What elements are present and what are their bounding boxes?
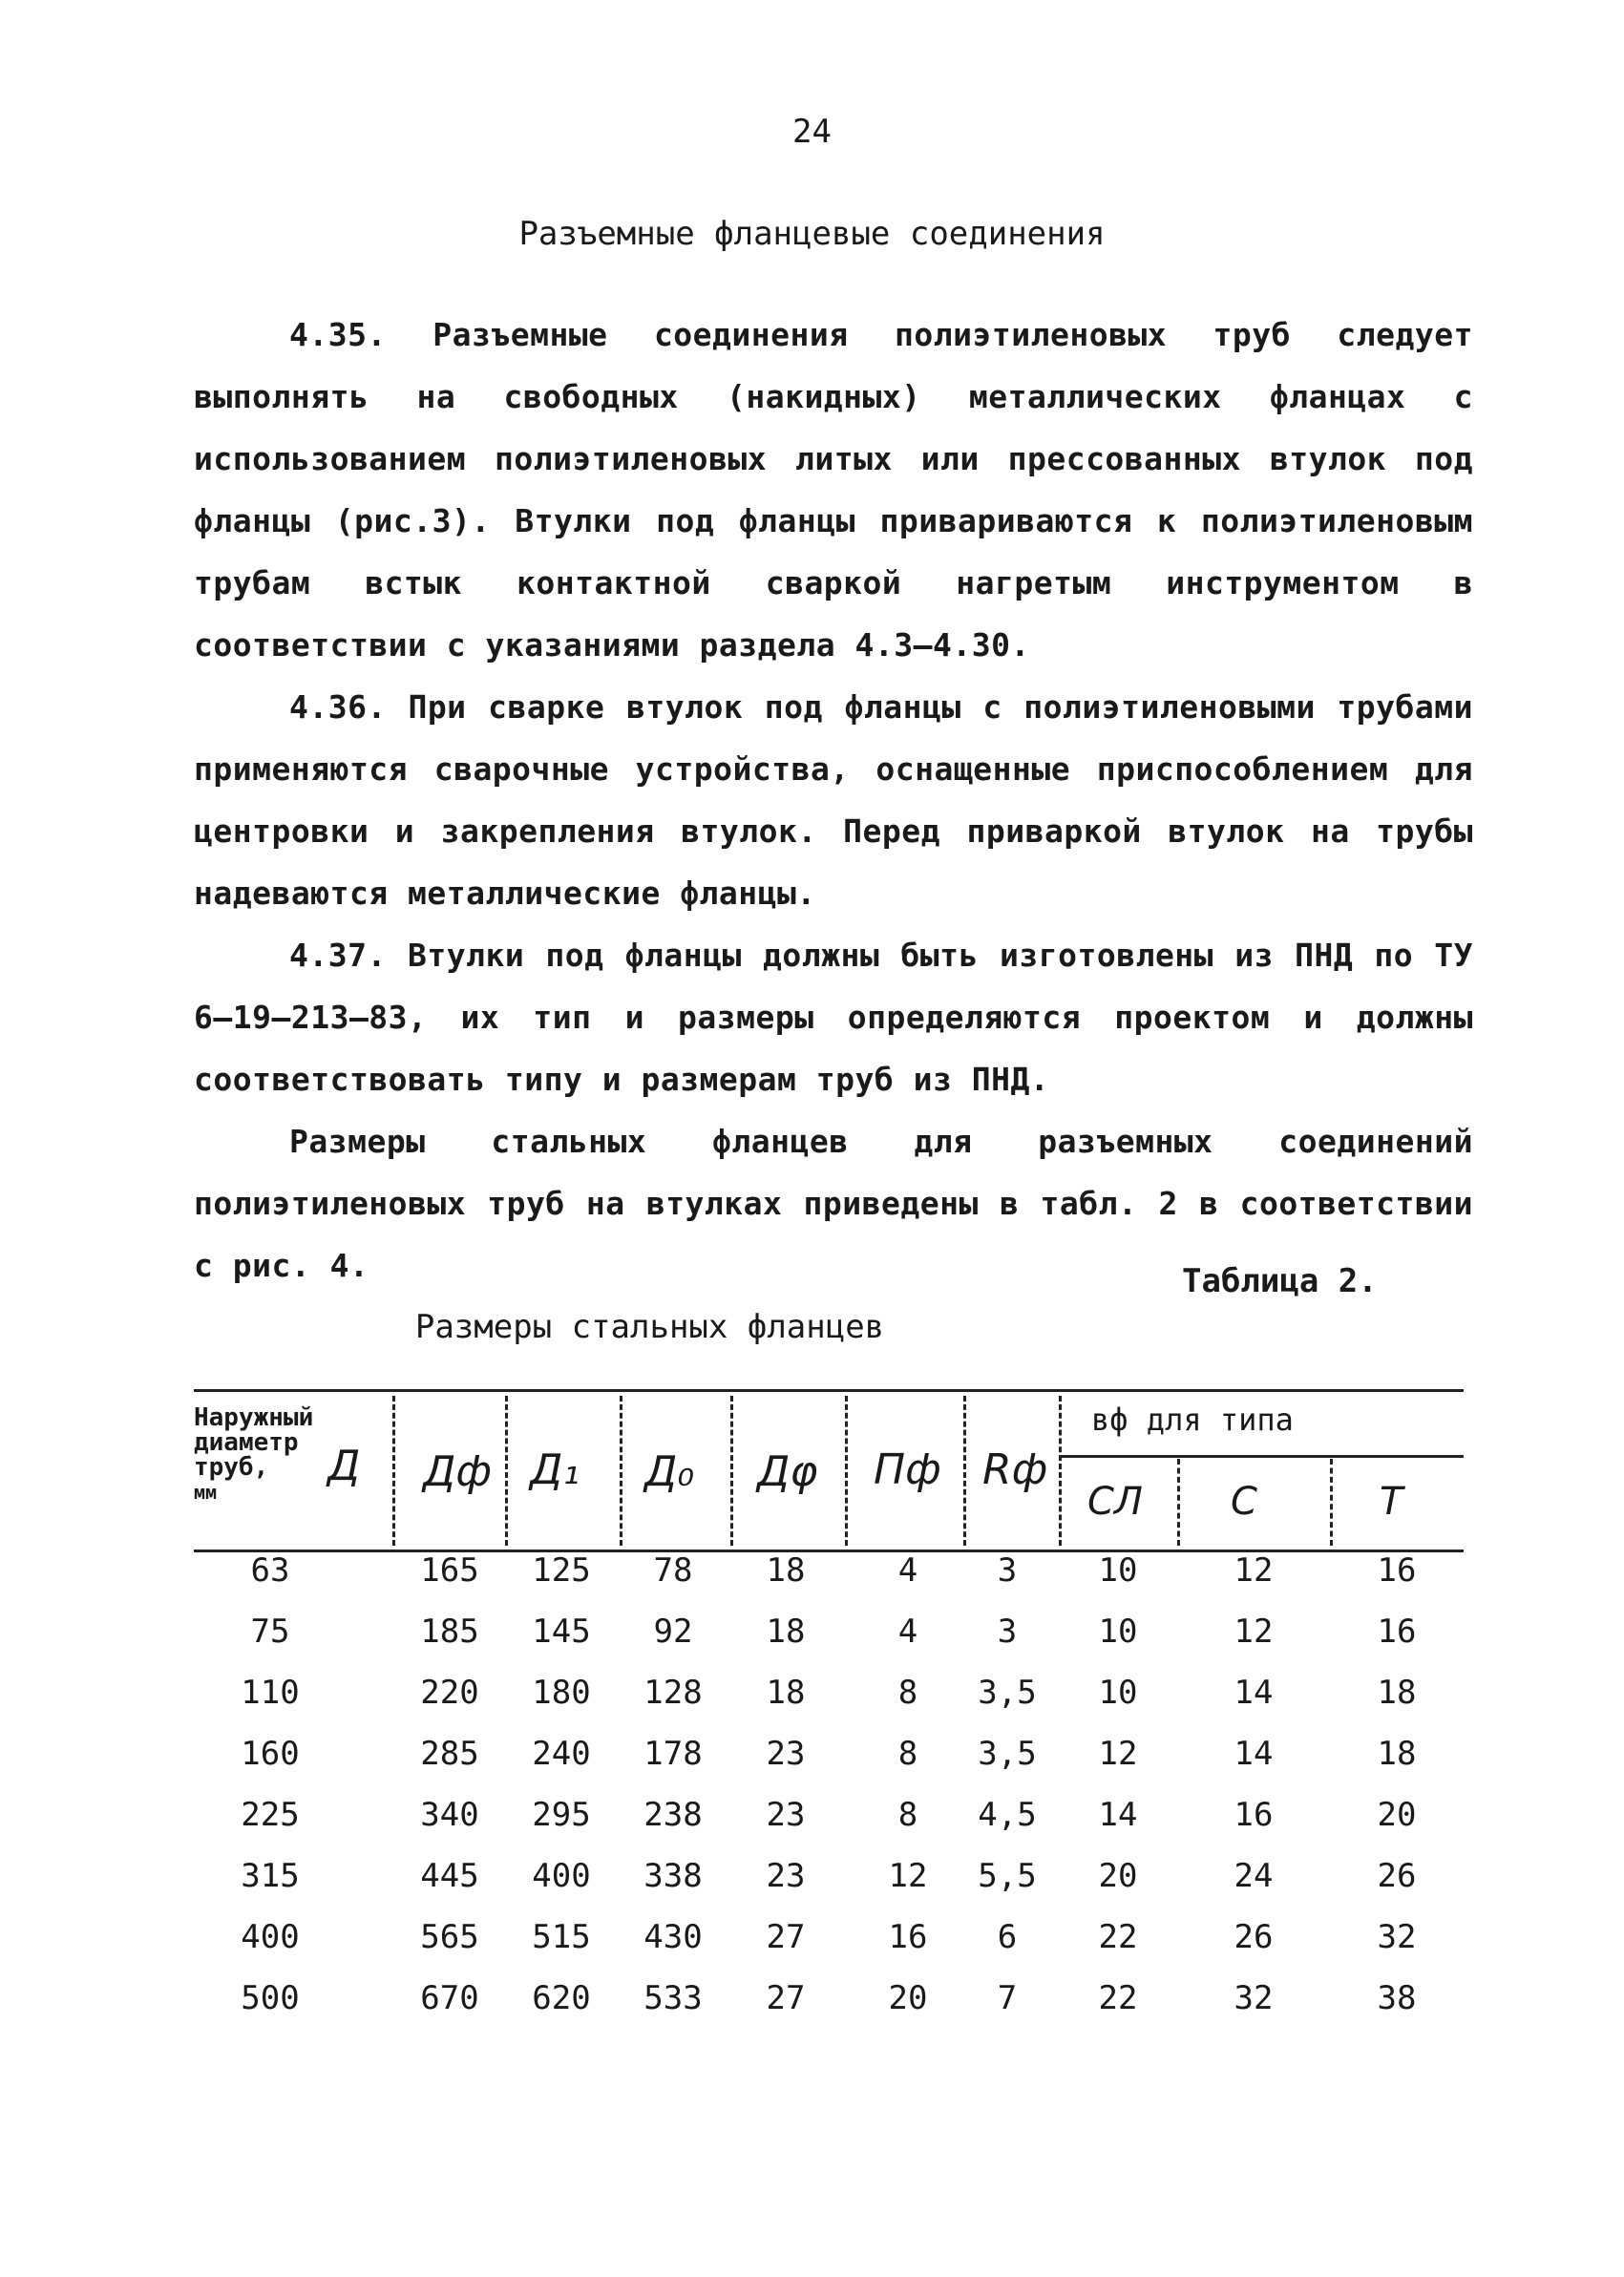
cell-outer-diameter: 500 (241, 1979, 300, 2017)
page-number: 24 (792, 113, 832, 151)
cell-b-s: 24 (1234, 1857, 1274, 1895)
cell-rf: 5,5 (978, 1857, 1037, 1895)
table-row (194, 1979, 1464, 2040)
header-group-thickness: вф для типа (1091, 1402, 1294, 1438)
cell-df: 185 (420, 1613, 479, 1651)
cell-d1: 180 (532, 1674, 591, 1712)
cell-rf: 3 (997, 1613, 1018, 1651)
header-col-d0: Д₀ (644, 1447, 695, 1496)
cell-b-sl: 14 (1098, 1796, 1138, 1834)
cell-d0: 92 (653, 1613, 693, 1651)
cell-df: 285 (420, 1735, 479, 1773)
header-col-s: С (1231, 1480, 1257, 1524)
cell-pf: 8 (897, 1735, 918, 1773)
cell-df: 670 (420, 1979, 479, 2017)
cell-b-s: 16 (1234, 1796, 1274, 1834)
cell-dphi: 18 (766, 1674, 806, 1712)
cell-b-sl: 20 (1098, 1857, 1138, 1895)
cell-pf: 12 (888, 1857, 928, 1895)
cell-pf: 4 (897, 1613, 918, 1651)
cell-d1: 295 (532, 1796, 591, 1834)
cell-dphi: 18 (766, 1551, 806, 1590)
cell-b-sl: 22 (1098, 1979, 1138, 2017)
cell-b-t: 16 (1377, 1613, 1417, 1651)
cell-dphi: 23 (766, 1735, 806, 1773)
cell-b-s: 26 (1234, 1918, 1274, 1956)
cell-b-s: 32 (1234, 1979, 1274, 2017)
cell-df: 340 (420, 1796, 479, 1834)
cell-d0: 78 (653, 1551, 693, 1590)
cell-pf: 8 (897, 1796, 918, 1834)
cell-b-t: 18 (1377, 1674, 1417, 1712)
cell-outer-diameter: 225 (241, 1796, 300, 1834)
cell-rf: 3,5 (978, 1674, 1037, 1712)
flange-table (194, 1389, 1464, 2017)
cell-b-sl: 22 (1098, 1918, 1138, 1956)
cell-d1: 515 (532, 1918, 591, 1956)
table-row (194, 1735, 1464, 1796)
header-col-t: Т (1380, 1480, 1403, 1524)
cell-df: 565 (420, 1918, 479, 1956)
cell-df: 445 (420, 1857, 479, 1895)
cell-d1: 240 (532, 1735, 591, 1773)
table-row (194, 1857, 1464, 1918)
cell-rf: 3 (997, 1551, 1018, 1590)
header-symbol-d: Д (327, 1442, 361, 1490)
cell-outer-diameter: 110 (241, 1674, 300, 1712)
table-row (194, 1796, 1464, 1857)
cell-df: 220 (420, 1674, 479, 1712)
cell-b-t: 18 (1377, 1735, 1417, 1773)
cell-b-sl: 10 (1098, 1613, 1138, 1651)
cell-d1: 620 (532, 1979, 591, 2017)
cell-b-s: 14 (1234, 1735, 1274, 1773)
cell-d0: 430 (643, 1918, 703, 1956)
cell-d0: 533 (643, 1979, 703, 2017)
cell-pf: 8 (897, 1674, 918, 1712)
cell-dphi: 27 (766, 1979, 806, 2017)
paragraph-4-37: 4.37. Втулки под фланцы должны быть изготовлены из ПНД по ТУ 6–19–213–83, их тип и размеры определяются проектом и должны соответствовать типу и размерам труб из ПНД. (194, 937, 1473, 1098)
paragraph-flange-sizes: Размеры стальных фланцев для разъемных соединений полиэтиленовых труб на втулках приведены в табл. 2 в соответствии с рис. 4. (194, 1123, 1473, 1284)
table-row (194, 1551, 1464, 1613)
cell-d1: 145 (532, 1613, 591, 1651)
cell-d1: 125 (532, 1551, 591, 1590)
header-col-rf: Rф (982, 1445, 1048, 1494)
cell-d0: 178 (643, 1735, 703, 1773)
table-row (194, 1674, 1464, 1735)
section-title: Разъемные фланцевые соединения (518, 215, 1106, 253)
cell-b-t: 20 (1377, 1796, 1417, 1834)
cell-outer-diameter: 63 (250, 1551, 290, 1590)
cell-rf: 6 (997, 1918, 1018, 1956)
header-col-df: Дф (423, 1447, 492, 1496)
cell-outer-diameter: 315 (241, 1857, 300, 1895)
cell-b-s: 12 (1234, 1613, 1274, 1651)
table-header (194, 1389, 1464, 1552)
cell-outer-diameter: 160 (241, 1735, 300, 1773)
header-col-sl: СЛ (1087, 1480, 1144, 1524)
cell-dphi: 27 (766, 1918, 806, 1956)
cell-b-sl: 12 (1098, 1735, 1138, 1773)
cell-d1: 400 (532, 1857, 591, 1895)
cell-outer-diameter: 400 (241, 1918, 300, 1956)
cell-rf: 7 (997, 1979, 1018, 2017)
paragraph-4-35: 4.35. Разъемные соединения полиэтиленовых труб следует выполнять на свободных (накидных) металлических фланцах с использованием полиэтиленовых литых или прессованных втулок под фланцы (рис.3). Втулки под фланцы привариваются к полиэтиленовым трубам встык контактной сваркой нагретым инструментом в соответствии с указаниями раздела 4.3–4.30. (194, 316, 1473, 664)
cell-d0: 128 (643, 1674, 703, 1712)
cell-outer-diameter: 75 (250, 1613, 290, 1651)
cell-dphi: 23 (766, 1857, 806, 1895)
cell-b-t: 32 (1377, 1918, 1417, 1956)
cell-rf: 4,5 (978, 1796, 1037, 1834)
header-col-dphi: Дφ (757, 1447, 818, 1496)
header-col-pf: Пф (874, 1445, 941, 1494)
table-row (194, 1613, 1464, 1674)
cell-b-t: 26 (1377, 1857, 1417, 1895)
table-title: Размеры стальных фланцев (414, 1308, 885, 1346)
cell-b-sl: 10 (1098, 1674, 1138, 1712)
cell-d0: 238 (643, 1796, 703, 1834)
cell-pf: 20 (888, 1979, 928, 2017)
cell-df: 165 (420, 1551, 479, 1590)
table-label: Таблица 2. (1182, 1262, 1378, 1300)
cell-b-s: 12 (1234, 1551, 1274, 1590)
header-col-d1: Д₁ (530, 1445, 580, 1494)
table-row (194, 1918, 1464, 1979)
cell-pf: 16 (888, 1918, 928, 1956)
cell-pf: 4 (897, 1551, 918, 1590)
cell-b-t: 16 (1377, 1551, 1417, 1590)
cell-rf: 3,5 (978, 1735, 1037, 1773)
cell-d0: 338 (643, 1857, 703, 1895)
header-outer-diameter: Наружный диаметр труб, мм (194, 1403, 314, 1504)
cell-b-sl: 10 (1098, 1551, 1138, 1590)
cell-b-t: 38 (1377, 1979, 1417, 2017)
paragraph-4-36: 4.36. При сварке втулок под фланцы с полиэтиленовыми трубами применяются сварочные устройства, оснащенные приспособлением для центровки и закрепления втулок. Перед приваркой втулок на трубы надеваются металлические фланцы. (194, 688, 1473, 912)
cell-b-s: 14 (1234, 1674, 1274, 1712)
cell-dphi: 23 (766, 1796, 806, 1834)
cell-dphi: 18 (766, 1613, 806, 1651)
